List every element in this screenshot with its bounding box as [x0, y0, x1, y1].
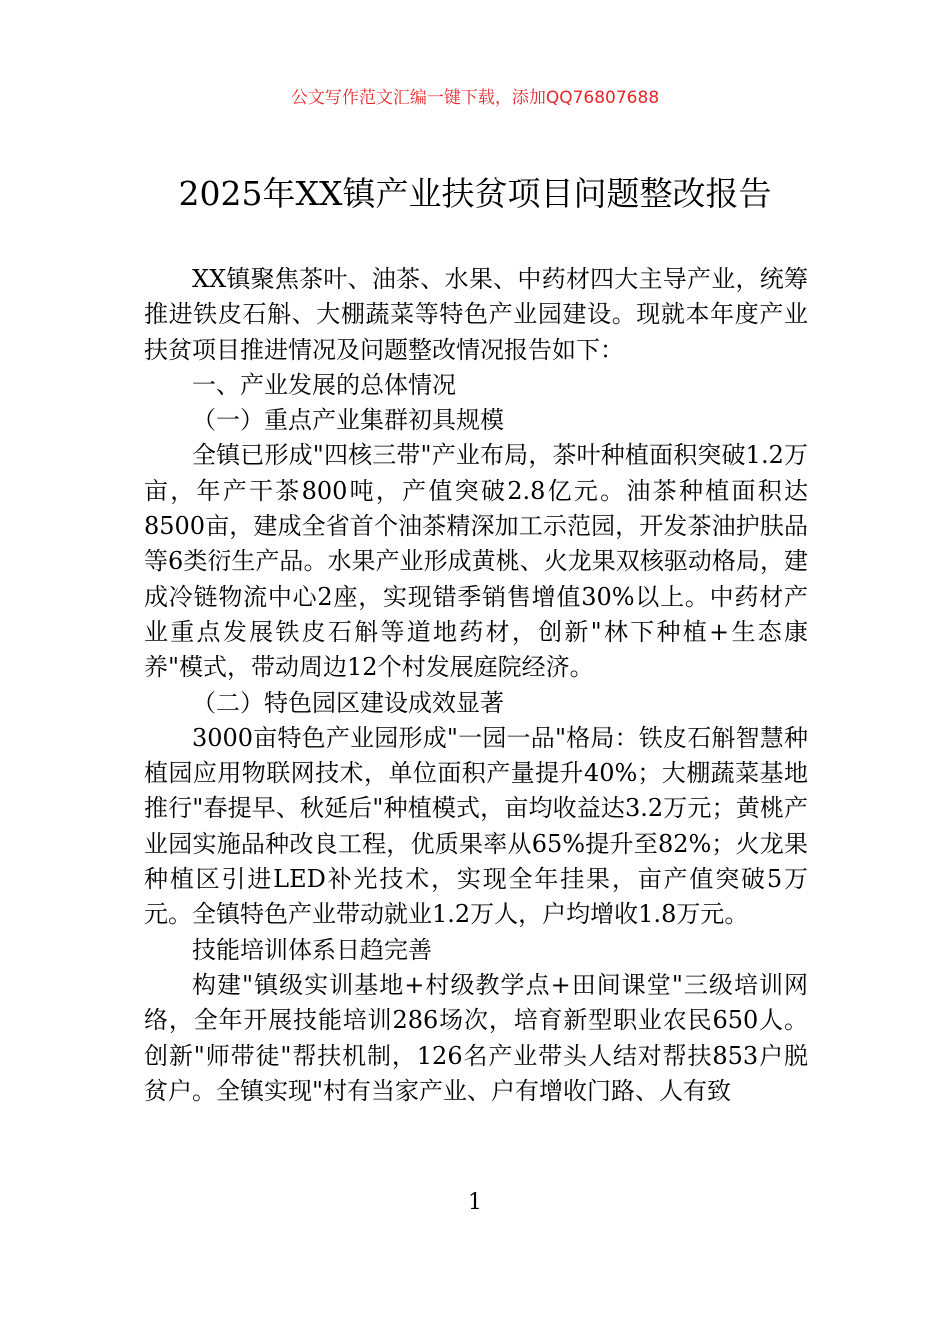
subsection-heading-1: （一）重点产业集群初具规模 [192, 406, 504, 435]
body-paragraph-3: 构建"镇级实训基地+村级教学点+田间课堂"三级培训网络，全年开展技能培训286场次，培育新型职业农民650人。创新"师带徒"帮扶机制，126名产业带头人结对帮扶853户脱贫户。全镇实现"村有当家产业、户有增收门路、人有致 [144, 970, 808, 1105]
section-heading-1: 一、产业发展的总体情况 [192, 370, 456, 399]
intro-paragraph: XX镇聚焦茶叶、油茶、水果、中药材四大主导产业，统筹推进铁皮石斛、大棚蔬菜等特色产业园建设。现就本年度产业扶贫项目推进情况及问题整改情况报告如下： [144, 265, 808, 364]
document-body [144, 262, 808, 1109]
document-title: 2025年XX镇产业扶贫项目问题整改报告 [178, 174, 772, 213]
subsection-heading-3: 技能培训体系日趋完善 [192, 935, 432, 964]
watermark-text: 公文写作范文汇编一键下载，添加QQ76807688 [290, 88, 660, 108]
body-paragraph-2: 3000亩特色产业园形成"一园一品"格局：铁皮石斛智慧种植园应用物联网技术，单位面积产量提升40%；大棚蔬菜基地推行"春提早、秋延后"种植模式，亩均收益达3.2万元；黄桃产业园实施品种改良工程，优质果率从65%提升至82%；火龙果种植区引进LED补光技术，实现全年挂果，亩产值突破5万元。全镇特色产业带动就业1.2万人，户均增收1.8万元。 [144, 723, 808, 929]
body-paragraph-1: 全镇已形成"四核三带"产业布局，茶叶种植面积突破1.2万亩，年产干茶800吨，产值突破2.8亿元。油茶种植面积达8500亩，建成全省首个油茶精深加工示范园，开发茶油护肤品等6类衍生产品。水果产业形成黄桃、火龙果双核驱动格局，建成冷链物流中心2座，实现错季销售增值30%以上。中药材产业重点发展铁皮石斛等道地药材，创新"林下种植+生态康养"模式，带动周边12个村发展庭院经济。 [144, 441, 808, 682]
subsection-heading-2: （二）特色园区建设成效显著 [192, 688, 504, 717]
page-number: 1 [468, 1190, 482, 1215]
